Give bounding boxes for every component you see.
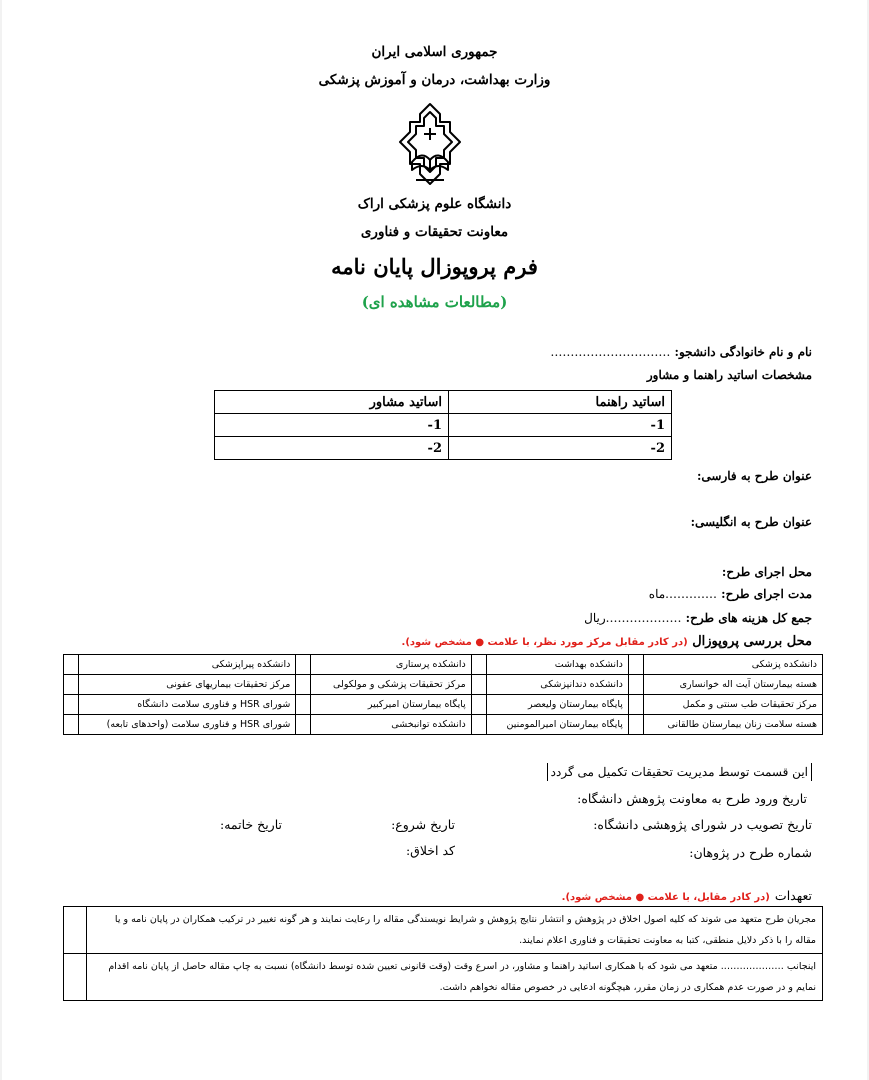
end-date-label: تاریخ خاتمه: [220, 817, 282, 832]
checkbox[interactable] [628, 655, 643, 675]
table-cell: مرکز تحقیقات پزشکی و مولکولی [311, 675, 471, 695]
checkbox[interactable] [64, 695, 79, 715]
checkbox[interactable] [64, 954, 87, 1001]
commitment-text: اینجانب ……………….. متعهد می شود که با همکاری اساتید راهنما و مشاور، در اسرع وقت (وقت قانونی تعیین شده توسط دانشگاه) نسبت به چاپ مقاله حاصل از پایان نامه اقدام نمایم و در صورت عدم همکاری در زمان مقرر، هیچگونه ادعایی در خصوص مقاله نخواهم داشت. [87, 954, 823, 1001]
table-row [215, 437, 672, 460]
student-name-line [550, 345, 812, 359]
table-cell: دانشکده پیراپزشکی [79, 655, 296, 675]
checkbox[interactable] [628, 715, 643, 735]
entry-date-label: تاریخ ورود طرح به معاونت پژوهش دانشگاه: [577, 791, 807, 806]
cost-line [584, 611, 812, 625]
checkbox[interactable] [296, 715, 311, 735]
table-row [64, 715, 823, 735]
commitment-text: مجریان طرح متعهد می شوند که کلیه اصول اخلاق در پژوهش و انتشار نتایج پژوهش و شرایط نویسندگی مقاله را رعایت نمایند و هر گونه تغییر در ترکیب همکاران در پایان نامه و یا مقاله را با ذکر دلایل منطقی، کتبا به معاونت تحقیقات و فناوری اعلام نمایند. [87, 907, 823, 954]
table-cell: دانشکده پرستاری [311, 655, 471, 675]
table-header-cell: اساتید راهنما [449, 391, 672, 414]
table-header-cell: اساتید مشاور [215, 391, 449, 414]
table-cell: دانشکده دندانپزشکی [486, 675, 628, 695]
title-en-label: عنوان طرح به انگلیسی: [690, 515, 812, 529]
form-subtitle: (مطالعات مشاهده ای) [361, 293, 508, 311]
table-row [64, 954, 823, 1001]
ethics-code-label: کد اخلاق: [405, 843, 455, 858]
table-cell: هسته بیمارستان آیت اله خوانساری [643, 675, 822, 695]
country-heading: جمهوری اسلامی ایران [371, 44, 498, 60]
checkbox[interactable] [296, 695, 311, 715]
checkbox[interactable] [471, 715, 486, 735]
centers-table [63, 654, 823, 735]
table-header-row [215, 391, 672, 414]
checkbox[interactable] [64, 715, 79, 735]
approval-date-label: تاریخ تصویب در شورای پژوهشی دانشگاه: [593, 817, 812, 832]
document-page [2, 0, 867, 1080]
table-cell: پایگاه بیمارستان امیرکبیر [311, 695, 471, 715]
checkbox[interactable] [64, 675, 79, 695]
university-name: دانشگاه علوم پزشکی اراک [357, 196, 512, 212]
advisors-table [214, 390, 672, 460]
table-cell[interactable]: 1- [449, 414, 672, 437]
table-cell[interactable]: 2- [215, 437, 449, 460]
admin-note: این قسمت توسط مدیریت تحقیقات تکمیل می گردد [547, 763, 812, 781]
table-cell: دانشکده توانبخشی [311, 715, 471, 735]
review-label: محل بررسی پروپوزال [692, 634, 812, 649]
cost-value[interactable]: ……………….ریال [584, 611, 682, 625]
checkbox[interactable] [628, 695, 643, 715]
student-name-label: نام و نام خانوادگی دانشجو: [674, 345, 812, 359]
deputy-name: معاونت تحقیقات و فناوری [360, 224, 509, 240]
checkbox[interactable] [296, 675, 311, 695]
duration-line [649, 587, 812, 601]
checkbox[interactable] [628, 675, 643, 695]
cost-label: جمع کل هزینه های طرح: [685, 611, 812, 625]
table-cell: دانشکده بهداشت [486, 655, 628, 675]
plan-number-label: شماره طرح در پژوهان: [689, 845, 812, 860]
table-cell: مرکز تحقیقات طب سنتی و مکمل [643, 695, 822, 715]
ministry-heading: وزارت بهداشت، درمان و آموزش پزشکی [318, 72, 551, 88]
table-row [64, 695, 823, 715]
checkbox[interactable] [64, 655, 79, 675]
table-cell[interactable]: 2- [449, 437, 672, 460]
table-row [64, 675, 823, 695]
checkbox[interactable] [471, 675, 486, 695]
commitments-note: (در کادر مقابل، با علامت ● مشخص شود). [561, 892, 770, 903]
commitments-line [562, 885, 812, 904]
table-cell[interactable]: 1- [215, 414, 449, 437]
table-cell: شورای HSR و فناوری سلامت (واحدهای تابعه) [79, 715, 296, 735]
checkbox[interactable] [296, 655, 311, 675]
title-fa-label: عنوان طرح به فارسی: [696, 469, 812, 483]
location-label: محل اجرای طرح: [721, 565, 812, 579]
checkbox[interactable] [471, 655, 486, 675]
commitments-heading: تعهدات [774, 888, 812, 903]
table-row [215, 414, 672, 437]
form-title: فرم پروپوزال پایان نامه [331, 254, 538, 279]
table-cell: شورای HSR و فناوری سلامت دانشگاه [79, 695, 296, 715]
table-cell: پایگاه بیمارستان ولیعصر [486, 695, 628, 715]
student-name-dots[interactable]: ………………………… [550, 345, 671, 359]
university-emblem-icon [394, 100, 466, 192]
table-cell: پایگاه بیمارستان امیرالمومنین [486, 715, 628, 735]
review-line [402, 634, 812, 649]
start-date-label: تاریخ شروع: [391, 817, 455, 832]
table-cell: مرکز تحقیقات بیماریهای عفونی [79, 675, 296, 695]
table-row [64, 907, 823, 954]
checkbox[interactable] [64, 907, 87, 954]
duration-label: مدت اجرای طرح: [721, 587, 812, 601]
checkbox[interactable] [471, 695, 486, 715]
table-cell: دانشکده پزشکی [643, 655, 822, 675]
table-row [64, 655, 823, 675]
advisors-heading: مشخصات اساتید راهنما و مشاور [646, 368, 812, 382]
commitments-table [63, 906, 823, 1001]
duration-value[interactable]: ………….ماه [648, 587, 717, 601]
table-cell: هسته سلامت زنان بیمارستان طالقانی [643, 715, 822, 735]
review-note: (در کادر مقابل مرکز مورد نظر، با علامت ● مشخص شود). [401, 637, 688, 648]
